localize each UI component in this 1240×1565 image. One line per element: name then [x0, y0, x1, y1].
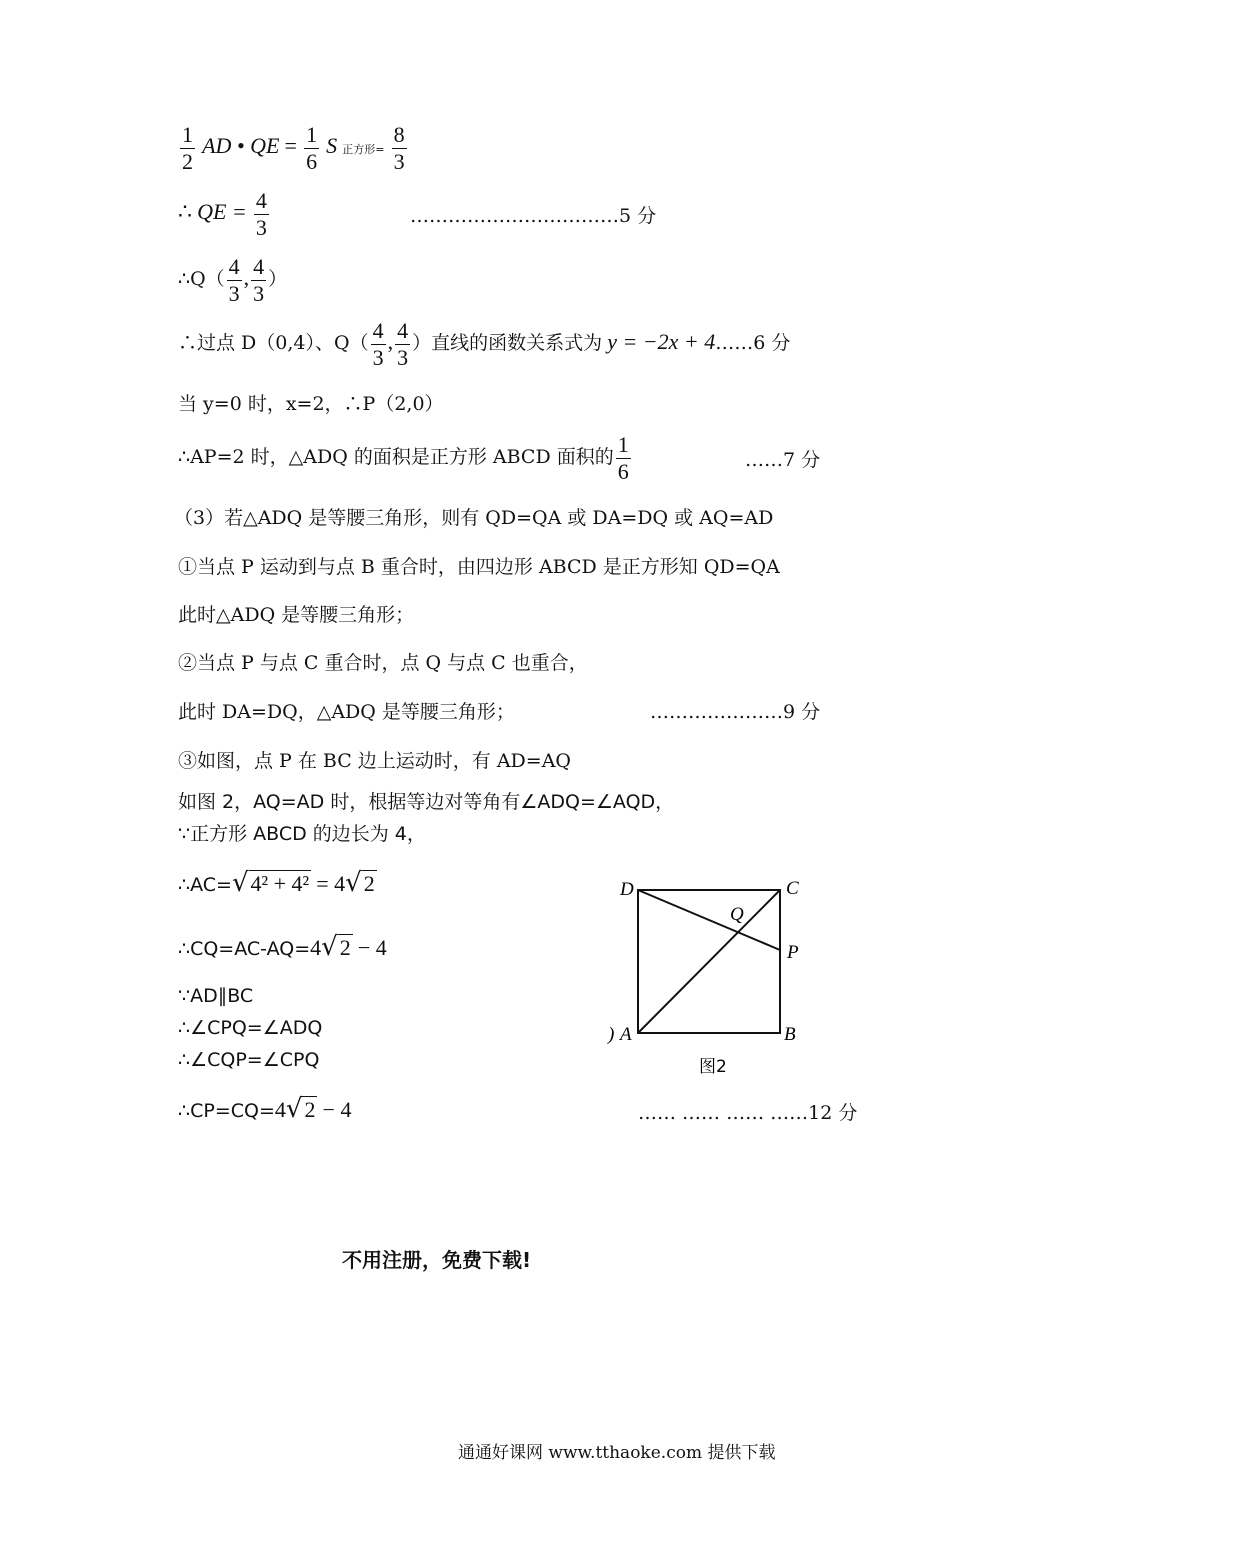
diagonal-ac — [638, 890, 780, 1033]
score-12: …… …… …… ……12 分 — [638, 1102, 858, 1124]
line-2-qe: ∴ QE = $\frac{4}{3}$ — [178, 188, 267, 240]
line-14: ∵正方形 ABCD 的边长为 4， — [178, 823, 426, 845]
line-8: ①当点 P 运动到与点 B 重合时，由四边形 ABCD 是正方形知 QD=QA — [178, 556, 780, 578]
footer-text: 通通好课网 www.tthaoke.com 提供下载 — [458, 1443, 776, 1463]
line-18: ∴∠CPQ=∠ADQ — [178, 1017, 323, 1039]
fraction-eight-thirds: $\frac{8}{3}$ — [393, 122, 405, 174]
segment-dp — [638, 890, 780, 950]
line-3-q-point: ∴Q（ $\frac{4}{3}$ , $\frac{4}{3}$ ） — [178, 254, 288, 306]
label-c: C — [786, 878, 799, 899]
line-12: ③如图，点 P 在 BC 边上运动时，有 AD=AQ — [178, 750, 572, 772]
line-19: ∴∠CQP=∠CPQ — [178, 1049, 320, 1071]
line-16-cq: ∴CQ=AC-AQ=4√2 − 4 — [178, 932, 387, 962]
label-d: D — [620, 879, 634, 900]
line-20-cp: ∴CP=CQ=4√2 − 4 — [178, 1094, 352, 1124]
score-9: …………………9 分 — [650, 701, 821, 723]
score-7: ……7 分 — [745, 449, 821, 471]
label-b: B — [784, 1024, 796, 1045]
line-9: 此时△ADQ 是等腰三角形； — [178, 604, 415, 626]
figure-caption: 图2 — [699, 1057, 727, 1077]
line-7: （3）若△ADQ 是等腰三角形，则有 QD=QA 或 DA=DQ 或 AQ=AD — [174, 507, 774, 529]
line-13: 如图 2，AQ=AD 时，根据等边对等角有∠ADQ=∠AQD， — [178, 791, 675, 813]
line-15-ac: ∴AC=√4² + 4² = 4√2 — [178, 868, 375, 898]
fraction-sixth: $\frac{1}{6}$ — [306, 122, 318, 174]
line-6: ∴AP=2 时，△ADQ 的面积是正方形 ABCD 面积的 $\frac{1}{6}$ — [178, 432, 629, 484]
line-4-function: ∴过点 D（0,4）、Q（ $\frac{4}{3}$ , $\frac{4}{3}$ ）直线的函数关系式为 y = −2x + 4……6 分 — [178, 318, 791, 370]
line-1-equation: $\frac{1}{2}$ AD • QE = $\frac{1}{6}$ S 正方形= $\frac{8}{3}$ — [182, 122, 405, 174]
promo-text: 不用注册，免费下载! — [342, 1248, 532, 1272]
sqrt-sum: √4² + 4² — [231, 868, 310, 898]
label-q: Q — [730, 904, 744, 925]
label-a: A — [620, 1024, 632, 1045]
fraction-half: $\frac{1}{2}$ — [182, 122, 193, 174]
square-figure — [600, 870, 820, 1085]
score-5: ……………………………5 分 — [410, 205, 657, 227]
label-paren: ) — [608, 1024, 615, 1045]
line-10: ②当点 P 与点 C 重合时，点 Q 与点 C 也重合， — [178, 652, 588, 674]
line-11: 此时 DA=DQ，△ADQ 是等腰三角形； — [178, 701, 515, 723]
line-17: ∵AD∥BC — [178, 985, 254, 1007]
label-p: P — [787, 942, 799, 963]
line-5: 当 y=0 时，x=2，∴P（2,0） — [178, 393, 444, 415]
